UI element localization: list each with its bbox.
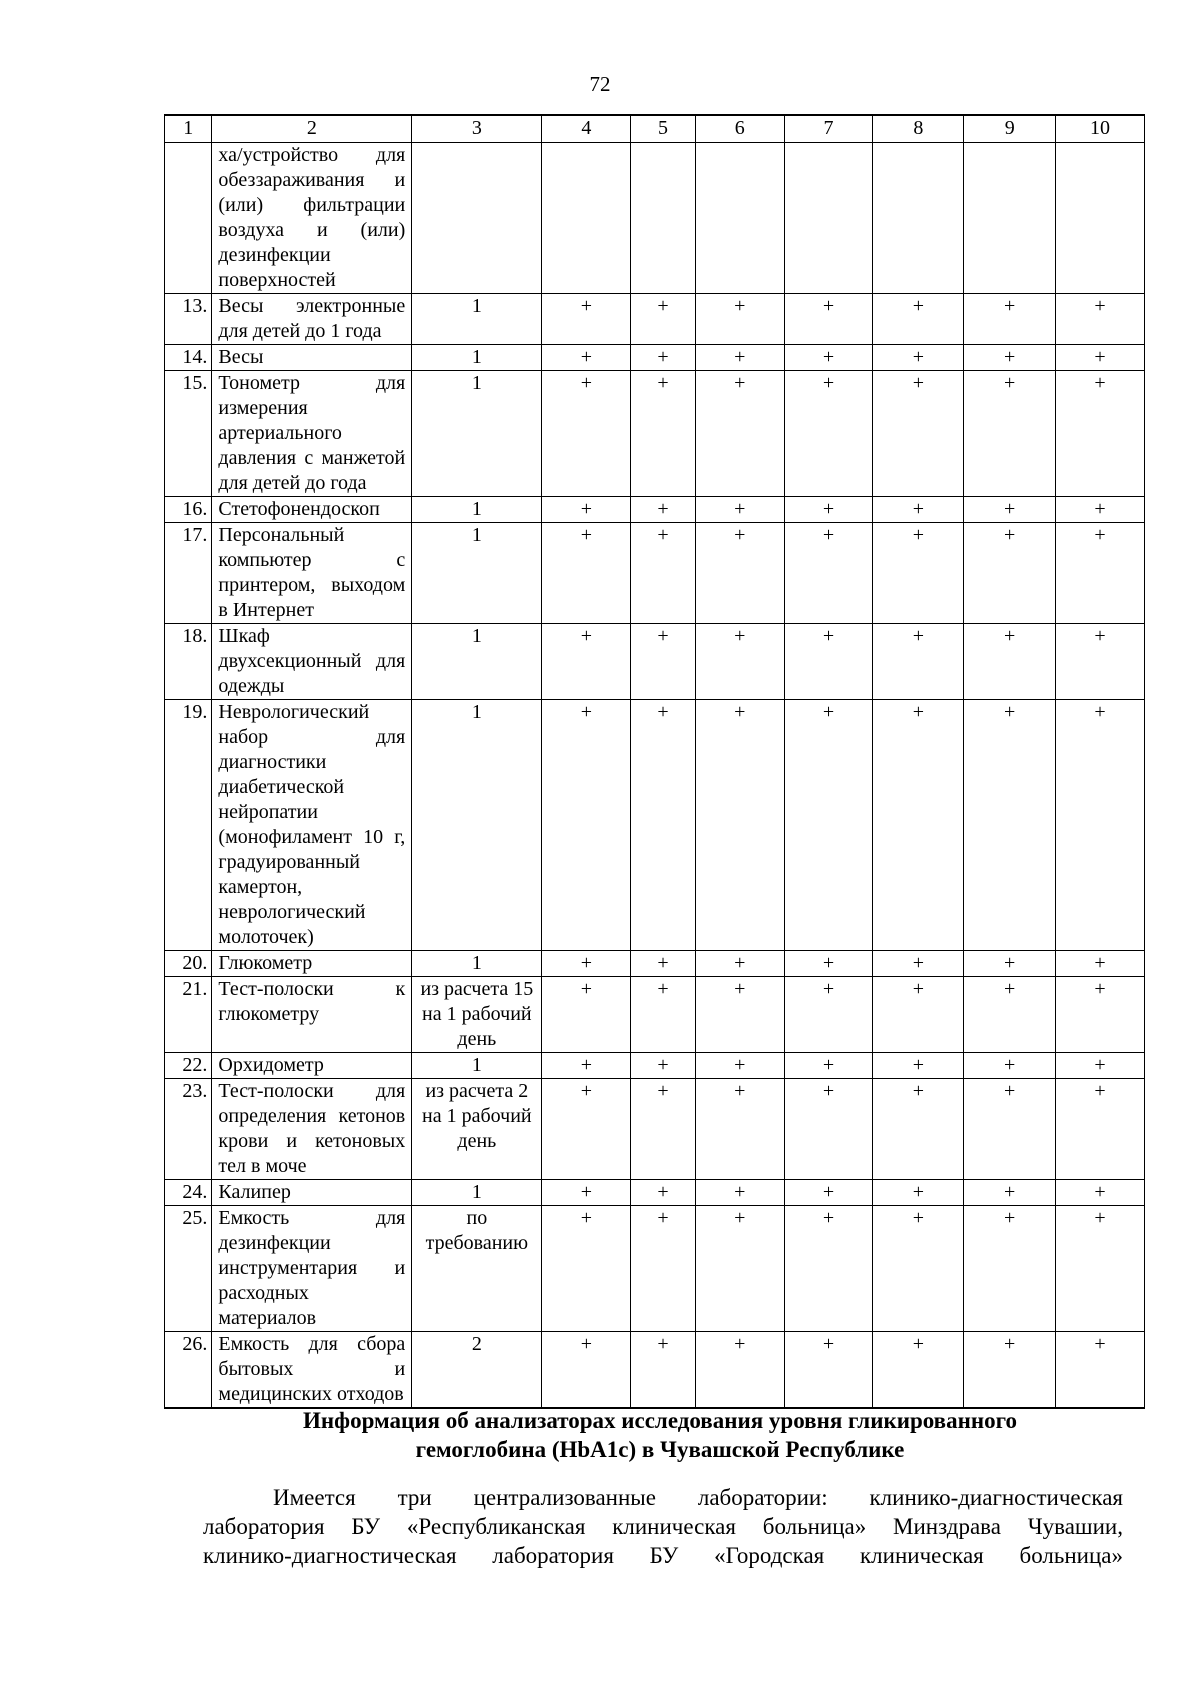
availability-mark: +: [542, 624, 631, 700]
table-row: [165, 624, 1145, 700]
row-number: 25.: [165, 1206, 212, 1332]
availability-mark: +: [873, 977, 964, 1053]
equipment-name: Емкость для дезинфекции инструментария и расходных материалов: [212, 1206, 412, 1332]
availability-mark: +: [1056, 1053, 1145, 1079]
availability-mark: +: [542, 977, 631, 1053]
availability-mark: +: [695, 1053, 784, 1079]
availability-mark: +: [631, 371, 696, 497]
table-row: [165, 497, 1145, 523]
row-number: 23.: [165, 1079, 212, 1180]
section-title: [160, 1406, 1160, 1464]
row-number: [165, 143, 212, 294]
table-row: [165, 977, 1145, 1053]
equipment-quantity: 1: [412, 294, 542, 345]
availability-mark: [631, 143, 696, 294]
equipment-name: Глюкометр: [212, 951, 412, 977]
equipment-quantity: из расчета 15 на 1 рабочий день: [412, 977, 542, 1053]
availability-mark: +: [873, 1180, 964, 1206]
equipment-quantity: 1: [412, 497, 542, 523]
availability-mark: +: [964, 1332, 1056, 1409]
availability-mark: +: [542, 371, 631, 497]
availability-mark: +: [631, 1206, 696, 1332]
availability-mark: +: [695, 294, 784, 345]
availability-mark: +: [695, 1332, 784, 1409]
availability-mark: +: [784, 371, 873, 497]
availability-mark: +: [964, 1079, 1056, 1180]
column-header: 6: [695, 115, 784, 143]
availability-mark: +: [631, 951, 696, 977]
availability-mark: +: [1056, 624, 1145, 700]
table-header-row: [165, 115, 1145, 143]
availability-mark: +: [542, 1053, 631, 1079]
row-number: 14.: [165, 345, 212, 371]
column-header: 3: [412, 115, 542, 143]
availability-mark: +: [784, 1079, 873, 1180]
equipment-quantity: 1: [412, 700, 542, 951]
table-row: [165, 523, 1145, 624]
table-row: [165, 1332, 1145, 1409]
table-row: [165, 1053, 1145, 1079]
equipment-name: Тест-полоски к глюкометру: [212, 977, 412, 1053]
availability-mark: +: [873, 523, 964, 624]
equipment-name: Калипер: [212, 1180, 412, 1206]
equipment-quantity: 1: [412, 345, 542, 371]
equipment-table: [164, 114, 1145, 1409]
availability-mark: +: [631, 1332, 696, 1409]
availability-mark: +: [784, 624, 873, 700]
equipment-quantity: 1: [412, 1180, 542, 1206]
availability-mark: +: [695, 700, 784, 951]
availability-mark: +: [542, 1206, 631, 1332]
column-header: 1: [165, 115, 212, 143]
availability-mark: +: [873, 1332, 964, 1409]
table-row: [165, 1180, 1145, 1206]
availability-mark: +: [964, 345, 1056, 371]
table-row: [165, 1079, 1145, 1180]
availability-mark: +: [964, 624, 1056, 700]
availability-mark: +: [784, 345, 873, 371]
availability-mark: +: [695, 1180, 784, 1206]
availability-mark: +: [873, 1206, 964, 1332]
availability-mark: +: [1056, 700, 1145, 951]
equipment-quantity: 1: [412, 624, 542, 700]
paragraph-line: Имеется три централизованные лаборатории: клинико-диагностическая: [273, 1485, 1123, 1510]
availability-mark: +: [542, 1332, 631, 1409]
table-row: [165, 700, 1145, 951]
availability-mark: [1056, 143, 1145, 294]
availability-mark: +: [873, 951, 964, 977]
row-number: 16.: [165, 497, 212, 523]
availability-mark: +: [542, 345, 631, 371]
availability-mark: +: [784, 977, 873, 1053]
availability-mark: +: [631, 1180, 696, 1206]
availability-mark: +: [1056, 294, 1145, 345]
equipment-name: Орхидометр: [212, 1053, 412, 1079]
availability-mark: +: [631, 497, 696, 523]
availability-mark: +: [873, 371, 964, 497]
column-header: 5: [631, 115, 696, 143]
equipment-name: Весы электронные для детей до 1 года: [212, 294, 412, 345]
availability-mark: +: [1056, 497, 1145, 523]
availability-mark: +: [695, 523, 784, 624]
availability-mark: +: [873, 345, 964, 371]
availability-mark: +: [873, 624, 964, 700]
availability-mark: +: [631, 1053, 696, 1079]
availability-mark: [784, 143, 873, 294]
equipment-quantity: по требованию: [412, 1206, 542, 1332]
availability-mark: +: [1056, 977, 1145, 1053]
equipment-name: Тест-полоски для определения кетонов крови и кетоновых тел в моче: [212, 1079, 412, 1180]
availability-mark: +: [964, 1206, 1056, 1332]
table-body: [165, 143, 1145, 1409]
availability-mark: +: [873, 294, 964, 345]
equipment-name: Тонометр для измерения артериального давления с манжетой для детей до года: [212, 371, 412, 497]
table-row: [165, 294, 1145, 345]
availability-mark: [964, 143, 1056, 294]
availability-mark: +: [695, 497, 784, 523]
equipment-name: Емкость для сбора бытовых и медицинских отходов: [212, 1332, 412, 1409]
equipment-quantity: [412, 143, 542, 294]
row-number: 24.: [165, 1180, 212, 1206]
availability-mark: +: [542, 700, 631, 951]
column-header: 8: [873, 115, 964, 143]
column-header: 4: [542, 115, 631, 143]
availability-mark: +: [631, 345, 696, 371]
availability-mark: +: [1056, 523, 1145, 624]
row-number: 21.: [165, 977, 212, 1053]
availability-mark: +: [631, 523, 696, 624]
availability-mark: +: [1056, 371, 1145, 497]
availability-mark: +: [1056, 1180, 1145, 1206]
availability-mark: +: [873, 1053, 964, 1079]
availability-mark: +: [631, 624, 696, 700]
availability-mark: +: [1056, 1332, 1145, 1409]
availability-mark: +: [1056, 1206, 1145, 1332]
section-title-line: Информация об анализаторах исследования уровня гликированного: [303, 1408, 1017, 1433]
row-number: 13.: [165, 294, 212, 345]
availability-mark: [873, 143, 964, 294]
availability-mark: +: [873, 497, 964, 523]
availability-mark: +: [695, 345, 784, 371]
availability-mark: +: [784, 1332, 873, 1409]
equipment-name: Стетофонендоскоп: [212, 497, 412, 523]
availability-mark: +: [631, 294, 696, 345]
equipment-name: Шкаф двухсекционный для одежды: [212, 624, 412, 700]
paragraph-line: клинико-диагностическая лаборатория БУ «Городская клиническая больница»: [203, 1543, 1123, 1568]
equipment-name: Неврологический набор для диагностики диабетической нейропатии (монофиламент 10 г, градуированный камертон, неврологический молоточек): [212, 700, 412, 951]
availability-mark: +: [1056, 1079, 1145, 1180]
availability-mark: +: [964, 294, 1056, 345]
equipment-name: Персональный компьютер с принтером, выходом в Интернет: [212, 523, 412, 624]
row-number: 26.: [165, 1332, 212, 1409]
availability-mark: [542, 143, 631, 294]
availability-mark: +: [784, 700, 873, 951]
equipment-name: Весы: [212, 345, 412, 371]
availability-mark: +: [784, 497, 873, 523]
availability-mark: +: [784, 1053, 873, 1079]
availability-mark: +: [695, 951, 784, 977]
availability-mark: +: [695, 624, 784, 700]
availability-mark: +: [695, 1206, 784, 1332]
table-row: [165, 345, 1145, 371]
row-number: 18.: [165, 624, 212, 700]
equipment-name: ха/устройство для обеззараживания и (или) фильтрации воздуха и (или) дезинфекции поверхностей: [212, 143, 412, 294]
column-header: 7: [784, 115, 873, 143]
availability-mark: +: [631, 1079, 696, 1180]
paragraph-line: лаборатория БУ «Республиканская клиническая больница» Минздрава Чувашии,: [203, 1514, 1123, 1539]
availability-mark: +: [964, 1053, 1056, 1079]
availability-mark: +: [784, 1180, 873, 1206]
equipment-quantity: 1: [412, 371, 542, 497]
availability-mark: +: [964, 497, 1056, 523]
table-row: [165, 371, 1145, 497]
availability-mark: +: [542, 951, 631, 977]
availability-mark: +: [695, 977, 784, 1053]
body-paragraph: [203, 1483, 1123, 1570]
table-row: [165, 951, 1145, 977]
row-number: 15.: [165, 371, 212, 497]
equipment-quantity: 1: [412, 523, 542, 624]
row-number: 22.: [165, 1053, 212, 1079]
availability-mark: +: [784, 294, 873, 345]
availability-mark: +: [964, 700, 1056, 951]
availability-mark: +: [542, 1180, 631, 1206]
availability-mark: [695, 143, 784, 294]
availability-mark: +: [1056, 345, 1145, 371]
availability-mark: +: [542, 294, 631, 345]
row-number: 19.: [165, 700, 212, 951]
availability-mark: +: [1056, 951, 1145, 977]
page-number: 72: [589, 72, 611, 96]
column-header: 10: [1056, 115, 1145, 143]
availability-mark: +: [631, 977, 696, 1053]
row-number: 20.: [165, 951, 212, 977]
table-row: [165, 143, 1145, 294]
availability-mark: +: [873, 1079, 964, 1180]
availability-mark: +: [784, 951, 873, 977]
availability-mark: +: [964, 1180, 1056, 1206]
availability-mark: +: [542, 523, 631, 624]
availability-mark: +: [784, 1206, 873, 1332]
availability-mark: +: [964, 523, 1056, 624]
row-number: 17.: [165, 523, 212, 624]
availability-mark: +: [695, 1079, 784, 1180]
equipment-quantity: из расчета 2 на 1 рабочий день: [412, 1079, 542, 1180]
table-row: [165, 1206, 1145, 1332]
availability-mark: +: [873, 700, 964, 951]
equipment-quantity: 1: [412, 951, 542, 977]
availability-mark: +: [631, 700, 696, 951]
availability-mark: +: [964, 951, 1056, 977]
availability-mark: +: [542, 1079, 631, 1180]
column-header: 2: [212, 115, 412, 143]
availability-mark: +: [542, 497, 631, 523]
column-header: 9: [964, 115, 1056, 143]
section-title-line: гемоглобина (HbA1c) в Чувашской Республике: [415, 1437, 905, 1462]
availability-mark: +: [695, 371, 784, 497]
availability-mark: +: [964, 977, 1056, 1053]
availability-mark: +: [784, 523, 873, 624]
equipment-quantity: 1: [412, 1053, 542, 1079]
equipment-quantity: 2: [412, 1332, 542, 1409]
availability-mark: +: [964, 371, 1056, 497]
